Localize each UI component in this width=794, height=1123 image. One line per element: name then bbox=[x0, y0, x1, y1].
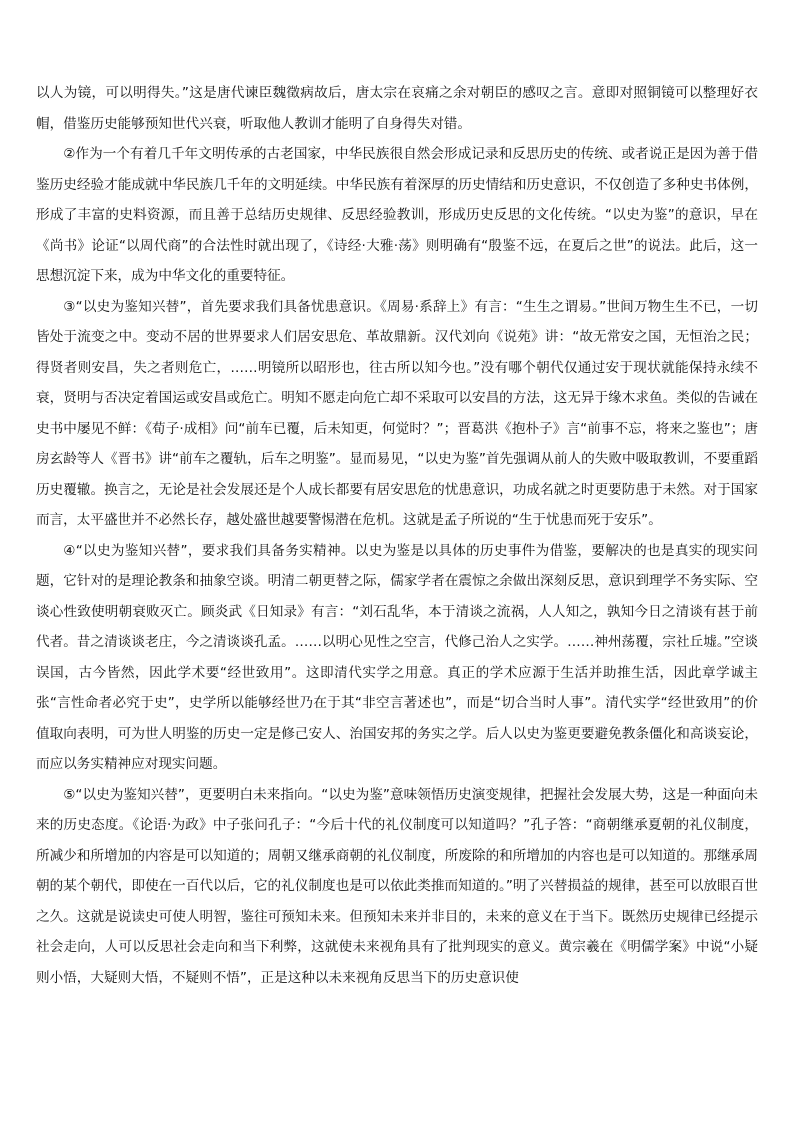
article-body bbox=[36, 78, 758, 993]
paragraph-continuation: 以人为镜，可以明得失。”这是唐代谏臣魏徵病故后，唐太宗在哀痛之余对朝臣的感叹之言。意即对照铜镜可以整理好衣帽，借鉴历史能够预知世代兴衰，听取他人教训才能明了自身得失对错。 bbox=[36, 85, 758, 132]
paragraph-3: ③“以史为鉴知兴替”，首先要求我们具备忧患意识。《周易·系辞上》有言：“生生之谓易。”世间万物生生不已，一切皆处于流变之中。变动不居的世界要求人们居安思危、革故鼎新。汉代刘向《说苑》讲：“故无常安之国，无恒治之民；得贤者则安昌，失之者则危亡，……明镜所以昭形也，往古所以知今也。”没有哪个朝代仅通过安于现状就能保持永续不衰，贤明与否决定着国运或安昌或危亡。明知不愿走向危亡却不采取可以安昌的方法，这无异于缘木求鱼。类似的告诫在史书中屡见不鲜：《荀子·成相》问“前车已覆，后未知更，何觉时？”；晋葛洪《抱朴子》言“前事不忘，将来之鉴也”；唐房玄龄等人《晋书》讲“前车之覆轨，后车之明鉴”。显而易见，“以史为鉴”首先强调从前人的失败中吸取教训，不要重蹈历史覆辙。换言之，无论是社会发展还是个人成长都要有居安思危的忧患意识，功成名就之时更要防患于未然。对于国家而言，太平盛世并不必然长存，越处盛世越要警惕潜在危机。这就是孟子所说的“生于忧患而死于安乐”。 bbox=[36, 298, 758, 528]
paragraph-4: ④“以史为鉴知兴替”，要求我们具备务实精神。以史为鉴是以具体的历史事件为借鉴，要解决的也是真实的现实问题，它针对的是理论教条和抽象空谈。明清二朝更替之际，儒家学者在震惊之余做出深刻反思，意识到理学不务实际、空谈心性致使明朝衰败灭亡。顾炎武《日知录》有言：“刘石乱华，本于清谈之流祸，人人知之，孰知今日之清谈有甚于前代者。昔之清谈谈老庄，今之清谈谈孔孟。……以明心见性之空言，代修己治人之实学。……神州荡覆，宗社丘墟。”空谈误国，古今皆然，因此学术要“经世致用”。这即清代实学之用意。真正的学术应源于生活并助推生活，因此章学诚主张“言性命者必究于史”，史学所以能够经世乃在于其“非空言著述也”，而是“切合当时人事”。清代实学“经世致用”的价值取向表明，可为世人明鉴的历史一定是修己安人、治国安邦的务实之学。后人以史为鉴更要避免教条僵化和高谈妄论，而应以务实精神应对现实问题。 bbox=[36, 542, 758, 772]
paragraph-5: ⑤“以史为鉴知兴替”，更要明白未来指向。“以史为鉴”意味领悟历史演变规律，把握社会发展大势，这是一种面向未来的历史态度。《论语·为政》中子张问孔子：“今后十代的礼仪制度可以知道吗？”孔子答：“商朝继承夏朝的礼仪制度，所减少和所增加的内容是可以知道的；周朝又继承商朝的礼仪制度，所废除的和所增加的内容也是可以知道的。那继承周朝的某个朝代，即使在一百代以后，它的礼仪制度也是可以依此类推而知道的。”明了兴替损益的规律，甚至可以放眼百世之久。这就是说读史可使人明智，鉴往可预知未来。但预知未来并非目的，未来的意义在于当下。既然历史规律已经提示社会走向，人可以反思社会走向和当下利弊，这就使未来视角具有了批判现实的意义。黄宗羲在《明儒学案》中说“小疑则小悟，大疑则大悟，不疑则不悟”，正是这种以未来视角反思当下的历史意识使 bbox=[36, 786, 758, 986]
paragraph-2: ②作为一个有着几千年文明传承的古老国家，中华民族很自然会形成记录和反思历史的传统、或者说正是因为善于借鉴历史经验才能成就中华民族几千年的文明延续。中华民族有着深厚的历史情结和历史意识，不仅创造了多种史书体例，形成了丰富的史料资源，而且善于总结历史规律、反思经验教训，形成历史反思的文化传统。“以史为鉴”的意识，早在《尚书》论证“以周代商”的合法性时就出现了，《诗经·大雅·荡》则明确有“殷鉴不远，在夏后之世”的说法。此后，这一思想沉淀下来，成为中华文化的重要特征。 bbox=[36, 146, 758, 284]
